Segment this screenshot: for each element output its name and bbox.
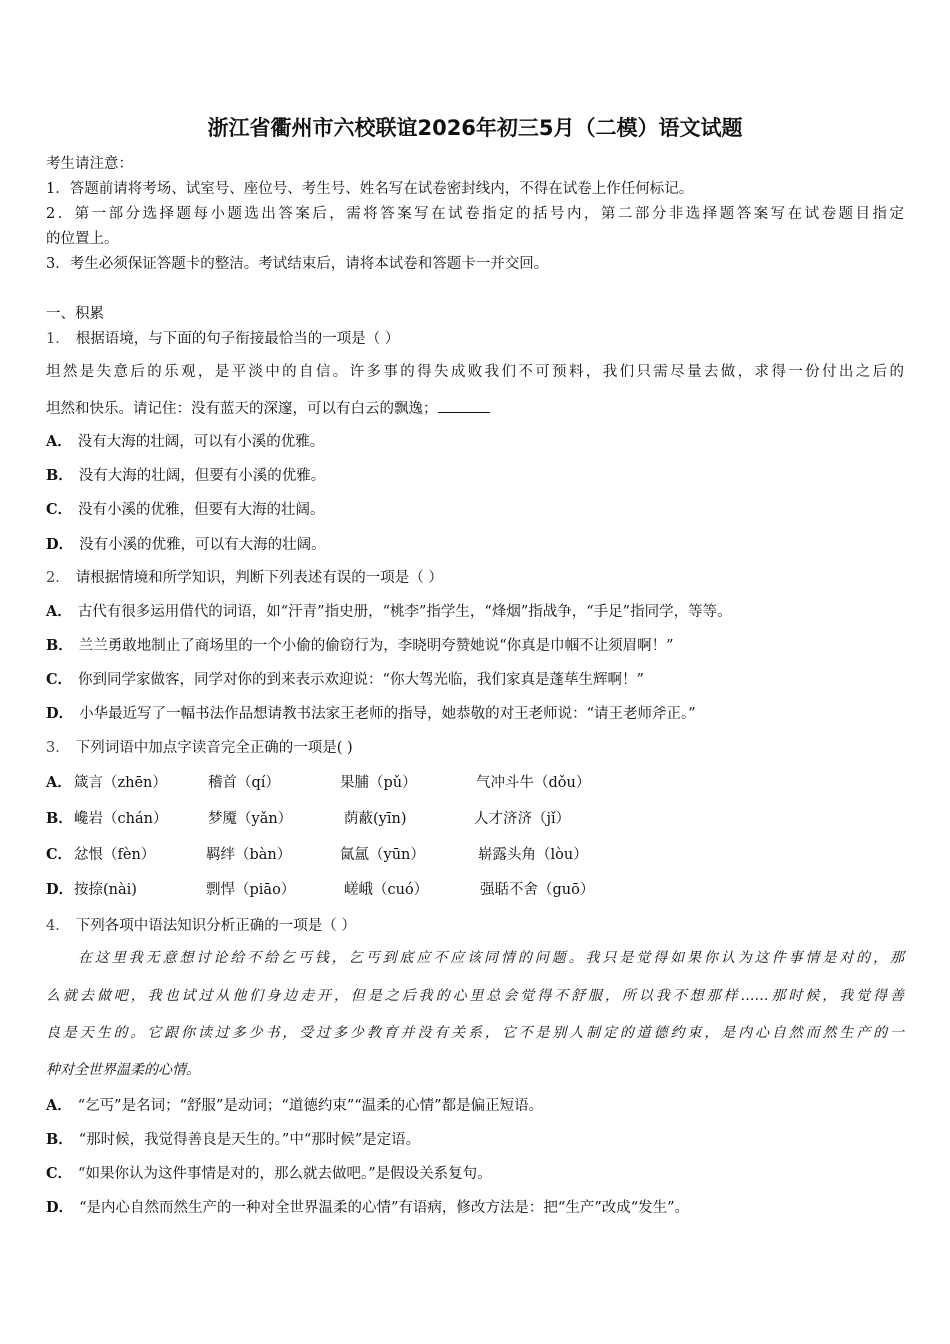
passage-line: 在这里我无意想讨论给不给乞丐钱，乞丐到底应不应该同情的问题。我只是觉得如果你认为这件事情是对的，那: [78, 950, 904, 966]
option-text: 你到同学家做客，同学对你的到来表示欢迎说：“你大驾光临，我们家真是蓬荜生辉啊！”: [78, 672, 644, 688]
option-label: A．: [46, 433, 72, 450]
section-heading: 一、积累: [46, 306, 104, 322]
option-word: 巉岩（chán）: [74, 811, 168, 827]
option-text: 没有小溪的优雅，可以有大海的壮阔。: [79, 537, 326, 553]
option-label: B．: [46, 810, 73, 827]
option-word: 箴言（zhēn）: [74, 775, 167, 791]
option-word: 氤氲（yūn）: [340, 847, 425, 863]
option-label: D．: [46, 881, 74, 898]
option-text: 没有小溪的优雅，但要有大海的壮阔。: [78, 502, 325, 518]
passage-line: 种对全世界温柔的心情。: [46, 1062, 200, 1078]
option-text: 兰兰勇敢地制止了商场里的一个小偷的偷窃行为，李晓明夸赞她说“你真是巾帼不让须眉啊！”: [78, 638, 674, 654]
option-label: C．: [46, 846, 73, 863]
option-word: 剽悍（piāo）: [206, 882, 296, 898]
passage-line: 么就去做吧，我也试过从他们身边走开，但是之后我的心里总会觉得不舒服，所以我不想那样……那时候，我觉得善: [46, 988, 904, 1004]
notice-item: 1．答题前请将考场、试室号、座位号、考生号、姓名写在试卷密封线内，不得在试卷上作任何标记。: [46, 181, 694, 197]
notice-item: 2．第一部分选择题每小题选出答案后，需将答案写在试卷指定的括号内，第二部分非选择题答案写在试卷题目指定: [46, 206, 904, 222]
context-text: 坦然和快乐。请记住：没有蓝天的深邃，可以有白云的飘逸；: [46, 401, 438, 417]
question-2-stem: [46, 566, 443, 587]
q1-option-c[interactable]: [46, 498, 325, 519]
option-word: 忿恨（fèn）: [74, 847, 156, 863]
question-3-stem: [46, 736, 353, 757]
option-label: A．: [46, 1097, 72, 1114]
question-number: 2．: [46, 570, 70, 586]
option-word: 荫蔽(yīn): [344, 811, 407, 827]
option-label: A．: [46, 774, 72, 791]
option-word: 气冲斗牛（dǒu）: [476, 775, 591, 791]
option-label: C．: [46, 501, 73, 518]
option-label: B．: [46, 467, 73, 484]
q1-option-b[interactable]: [46, 464, 325, 485]
option-text: “如果你认为这件事情是对的，那么就去做吧。”是假设关系复句。: [78, 1166, 492, 1182]
option-word: 嵯峨（cuó）: [344, 882, 429, 898]
option-label: C．: [46, 1165, 73, 1182]
q3-option-c[interactable]: [46, 843, 906, 865]
option-text: 小华最近写了一幅书法作品想请教书法家王老师的指导，她恭敬的对王老师说：“请王老师斧正。”: [79, 706, 696, 722]
option-word: 崭露头角（lòu）: [478, 847, 588, 863]
question-1-context: [46, 397, 490, 418]
option-label: B．: [46, 637, 73, 654]
q4-option-b[interactable]: [46, 1128, 420, 1149]
q3-option-a[interactable]: [46, 771, 906, 793]
question-1-stem: [46, 327, 399, 348]
question-text: 下列词语中加点字读音完全正确的一项是( ): [75, 740, 353, 756]
page-title: 浙江省衢州市六校联谊2026年初三5月（二模）语文试题: [207, 116, 743, 140]
option-word: 稽首（qí）: [208, 775, 280, 791]
question-4-stem: [46, 914, 356, 935]
q3-option-b[interactable]: [46, 807, 906, 829]
q2-option-d[interactable]: [46, 702, 696, 723]
q2-option-a[interactable]: [46, 600, 732, 621]
option-text: 没有大海的壮阔，但要有小溪的优雅。: [78, 468, 326, 484]
q1-option-a[interactable]: [46, 430, 324, 451]
option-word: 按捺(nài): [74, 882, 137, 898]
q1-option-d[interactable]: [46, 533, 326, 554]
option-label: D．: [46, 1199, 74, 1216]
option-text: 没有大海的壮阔，可以有小溪的优雅。: [77, 434, 325, 450]
notice-item: 的位置上。: [46, 231, 119, 247]
q2-option-b[interactable]: [46, 634, 674, 655]
option-word: 人才济济（jǐ）: [474, 811, 571, 827]
option-word: 强聒不舍（guō）: [480, 882, 595, 898]
question-text: 请根据情境和所学知识，判断下列表述有误的一项是（ ）: [75, 570, 443, 586]
answer-blank: [438, 398, 490, 413]
option-text: 古代有很多运用借代的词语，如“汗青”指史册，“桃李”指学生，“烽烟”指战争，“手足”指同学，等等。: [77, 604, 732, 620]
notice-heading: 考生请注意：: [46, 156, 133, 172]
question-1-context: 坦然是失意后的乐观，是平淡中的自信。许多事的得失成败我们不可预料，我们只需尽量去做，求得一份付出之后的: [46, 364, 904, 380]
option-word: 梦魇（yǎn）: [208, 811, 293, 827]
q4-option-a[interactable]: [46, 1094, 543, 1115]
option-label: A．: [46, 603, 72, 620]
option-label: D．: [46, 536, 74, 553]
q3-option-d[interactable]: [46, 878, 906, 900]
notice-item: 3．考生必须保证答题卡的整洁。考试结束后，请将本试卷和答题卡一并交回。: [46, 256, 549, 272]
option-word: 羁绊（bàn）: [206, 847, 292, 863]
option-text: “乞丐”是名词；“舒服”是动词；“道德约束”“温柔的心情”都是偏正短语。: [77, 1098, 544, 1114]
option-text: “是内心自然而然生产的一种对全世界温柔的心情”有语病，修改方法是：把“生产”改成“发生”。: [79, 1200, 690, 1216]
option-text: “那时候，我觉得善良是天生的。”中“那时候”是定语。: [78, 1132, 421, 1148]
option-word: 果脯（pǔ）: [340, 775, 417, 791]
question-number: 3．: [46, 740, 70, 756]
question-number: 1．: [46, 331, 70, 347]
option-label: D．: [46, 705, 74, 722]
question-number: 4．: [46, 918, 70, 934]
q2-option-c[interactable]: [46, 668, 644, 689]
question-text: 根据语境，与下面的句子衔接最恰当的一项是（ ）: [75, 331, 400, 347]
option-label: C．: [46, 671, 73, 688]
q4-option-c[interactable]: [46, 1162, 492, 1183]
question-text: 下列各项中语法知识分析正确的一项是（ ）: [75, 918, 356, 934]
passage-line: 良是天生的。它跟你读过多少书，受过多少教育并没有关系，它不是别人制定的道德约束，是内心自然而然生产的一: [46, 1025, 904, 1041]
option-label: B．: [46, 1131, 73, 1148]
q4-option-d[interactable]: [46, 1196, 689, 1217]
